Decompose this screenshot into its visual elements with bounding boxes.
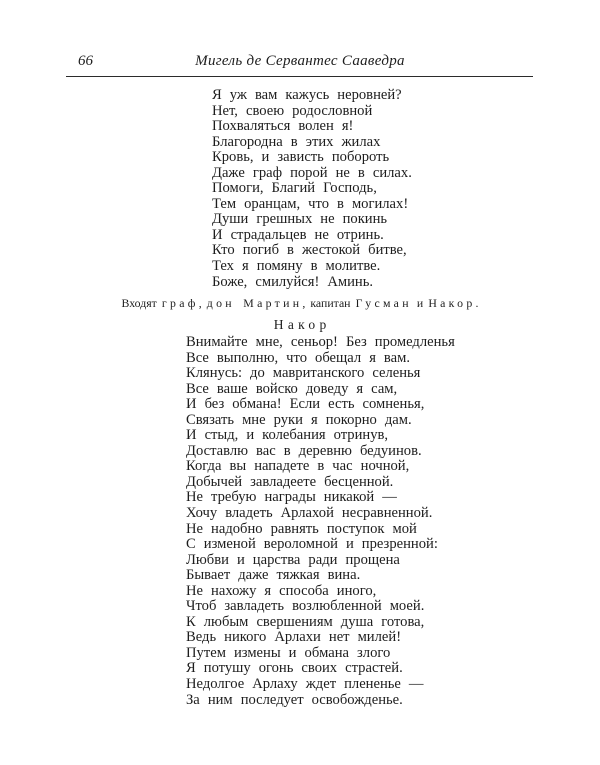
verse-line: Внимайте мне, сеньор! Без промедленья (186, 334, 455, 350)
verse-line: Кровь, и зависть побороть (212, 149, 390, 166)
verse-line: Даже граф порой не в силах. (212, 164, 412, 181)
verse-line: Нет, своею родословной (212, 102, 373, 119)
verse-line: Чтоб завладеть возлюбленной моей. (186, 598, 425, 615)
verse-line: И без обмана! Если есть сомненья, (186, 396, 425, 413)
stage-text: Входят (121, 296, 162, 310)
verse-line: Я уж вам кажусь неровней? (212, 87, 402, 103)
character-name: Накор (428, 296, 476, 310)
verse-line: Добычей завладеете бесценной. (186, 473, 394, 490)
verse-line: Все ваше войско доведу я сам, (186, 380, 398, 397)
verse-line: За ним последует освобожденье. (186, 691, 403, 708)
running-title: Мигель де Сервантес Сааведра (195, 53, 405, 69)
verse-line: И страдальцев не отринь. (212, 226, 384, 243)
verse-line: Ведь никого Арлахи нет милей! (186, 629, 402, 646)
speaker-name: Накор (273, 317, 331, 332)
verse-line: Доставлю вас в деревню бедуинов. (186, 442, 422, 459)
verse-line: Души грешных не покинь (212, 211, 388, 228)
verse-line: К любым свершениям душа готова, (186, 613, 425, 630)
verse-line: Клянусь: до мавританского селенья (186, 365, 421, 382)
stage-text: , (198, 296, 207, 310)
stage-direction (0, 296, 600, 311)
verse-line: Путем измены и обмана злого (186, 644, 391, 661)
verse-line: Не нахожу я способа иного, (186, 582, 377, 599)
verse-line: Связать мне руки я покорно дам. (186, 411, 412, 428)
verse-line: С изменой вероломной и презренной: (186, 536, 438, 553)
verse-line: Не надобно равнять поступок мой (186, 520, 417, 537)
verse-line: Все выполню, что обещал я вам. (186, 349, 410, 366)
stage-text: , капитан (302, 296, 356, 310)
verse-line: Хочу владеть Арлахой несравненной. (186, 505, 433, 522)
page-header (0, 53, 600, 75)
verse-line: И стыд, и колебания отринув, (186, 427, 389, 444)
verse-line: Недолгое Арлаху ждет плененье — (186, 676, 424, 693)
stage-text: . (475, 296, 479, 310)
verse-line: Помоги, Благий Господь, (212, 180, 377, 197)
verse-line: Любви и царства ради прощена (186, 551, 400, 568)
character-name: граф (161, 296, 199, 310)
verse-line: Тех я помяну в молитве. (212, 258, 381, 275)
page-number: 66 (78, 53, 93, 69)
verse-line: Когда вы нападете в час ночной, (186, 458, 410, 475)
verse-line: Похваляться волен я! (212, 118, 354, 135)
header-rule (66, 76, 533, 77)
stage-text: и (411, 296, 429, 310)
verse-block-first (212, 88, 412, 290)
verse-line: Тем оранцам, что в могилах! (212, 195, 409, 212)
verse-line: Бывает даже тяжкая вина. (186, 567, 361, 584)
verse-line: Боже, смилуйся! Аминь. (212, 273, 374, 290)
verse-line: Благородна в этих жилах (212, 133, 381, 150)
verse-block-nakor-speech (186, 335, 455, 708)
verse-line: Не требую награды никакой — (186, 489, 397, 506)
character-name: дон Мартин (206, 296, 303, 310)
character-name: Гусман (355, 296, 412, 310)
verse-line: Я потушу огонь своих страстей. (186, 660, 403, 677)
verse-line: Кто погиб в жестокой битве, (212, 242, 407, 259)
